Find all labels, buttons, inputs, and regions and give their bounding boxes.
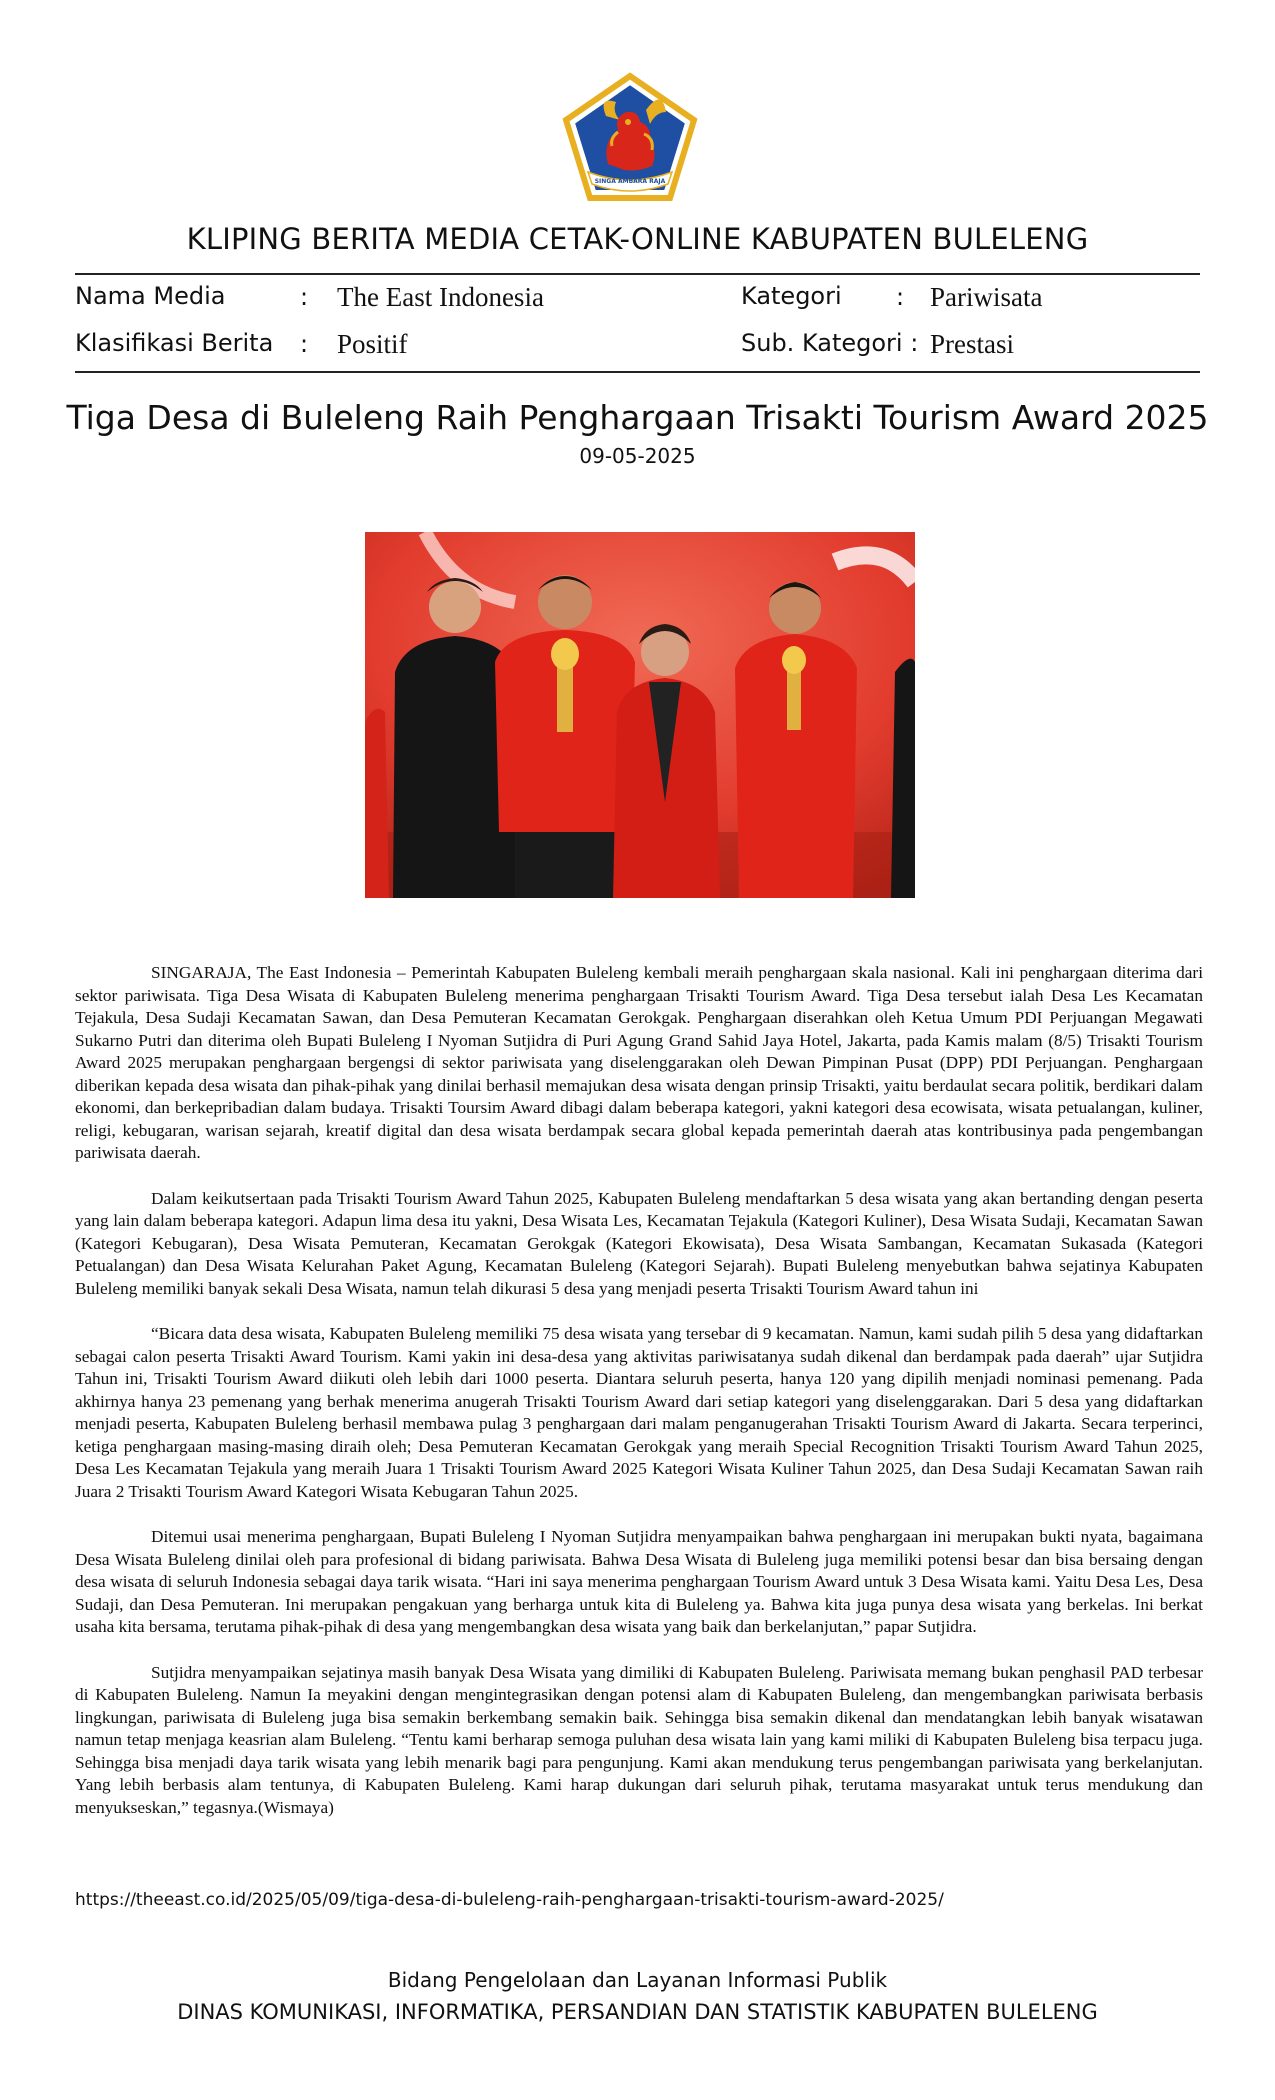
logo-motto: SINGA AMBARA RAJA bbox=[594, 178, 666, 185]
classification-value: Positif bbox=[337, 329, 408, 359]
category-colon: : bbox=[896, 283, 905, 311]
article-paragraph-3: “Bicara data desa wisata, Kabupaten Buleleng memiliki 75 desa wisata yang tersebar di 9 kecamatan. Namun, kami sudah pilih 5 desa yang didaftarkan sebagai calon peserta Trisakti Award Tourism. Kami yakin ini desa-desa yang aktivitas pariwisatanya sudah dikenal dan berdampak pada daerah” ujar Sutjidra Tahun ini, Trisakti Tourism Award diikuti oleh lebih dari 1000 peserta. Diantara seluruh peserta, hanya 120 yang dipilih menjadi nominasi pemenang. Pada akhirnya hanya 23 pemenang yang berhak menerima anugerah Trisakti Tourism Award dari setiap kategori yang diselenggarakan. Dari 5 desa yang didaftarkan menjadi peserta, Kabupaten Buleleng berhasil membawa pulag 3 penghargaan dari malam penganugerahan Trisakti Tourism Award di Jakarta. Secara terperinci, ketiga penghargaan masing-masing diraih oleh; Desa Pemuteran Kecamatan Gerokgak yang meraih Special Recognition Trisakti Tourism Award Tahun 2025, Desa Les Kecamatan Tejakula yang meraih Juara 1 Trisakti Tourism Award 2025 Kategori Wisata Kuliner Tahun 2025, dan Desa Sudaji Kecamatan Sawan raih Juara 2 Trisakti Tourism Award Kategori Wisata Kebugaran Tahun 2025. bbox=[75, 1324, 1203, 1501]
classification-label: Klasifikasi Berita bbox=[75, 329, 274, 357]
award-ceremony-photo bbox=[365, 532, 915, 898]
subcategory-value: Prestasi bbox=[930, 329, 1014, 359]
classification-colon: : bbox=[300, 330, 309, 358]
article-paragraph-5: Sutjidra menyampaikan sejatinya masih banyak Desa Wisata yang dimiliki di Kabupaten Buleleng. Pariwisata memang bukan penghasil PAD terbesar di Kabupaten Buleleng. Namun Ia meyakini dengan mengintegrasikan dengan potensi alam di Kabupaten Buleleng, dan mengembangkan pariwisata berbasis lingkungan, pariwisata di Buleleng juga bisa semakin berkembang semakin baik. Sehingga bisa semakin dikenal dan mendatangkan lebih banyak wisatawan namun tetap menjaga keasrian alam Buleleng. “Tentu kami berharap semoga puluhan desa wisata lain yang kami miliki di Kabupaten Buleleng bisa terpacu juga. Sehingga bisa menjadi daya tarik wisata yang lebih menarik bagi para pengunjung. Kami akan mendukung terus pengembangan pariwisata yang berkelanjutan. Yang lebih berbasis alam tentunya, di Kabupaten Buleleng. Kami harap dukungan dari seluruh pihak, terutama masyarakat untuk terus mendukung dan menyukseskan,” tegasnya.(Wismaya) bbox=[75, 1662, 1203, 1817]
article-paragraph-2: Dalam keikutsertaan pada Trisakti Tourism Award Tahun 2025, Kabupaten Buleleng mendaftarkan 5 desa wisata yang akan bertanding dengan peserta yang lain dalam beberapa kategori. Adapun lima desa itu yakni, Desa Wisata Les, Kecamatan Tejakula (Kategori Kuliner), Desa Wisata Sudaji, Kecamatan Sawan (Kategori Kebugaran), Desa Wisata Pemuteran, Kecamatan Gerokgak (Kategori Ekowisata), Desa Wisata Sambangan, Kecamatan Sukasada (Kategori Petualangan) dan Desa Wisata Kelurahan Paket Agung, Kecamatan Buleleng (Kategori Sejarah). Bupati Buleleng menyebutkan bahwa sejatinya Kabupaten Buleleng memiliki banyak sekali Desa Wisata, namun telah dikurasi 5 desa yang menjadi peserta Trisakti Tourism Award tahun ini bbox=[75, 1188, 1203, 1298]
regency-logo bbox=[562, 72, 698, 202]
article-body bbox=[75, 962, 1203, 1842]
article-date: 09-05-2025 bbox=[579, 444, 696, 468]
article-paragraph-4: Ditemui usai menerima penghargaan, Bupati Buleleng I Nyoman Sutjidra menyampaikan bahwa penghargaan ini merupakan bukti nyata, bagaimana Desa Wisata Buleleng dinilai oleh para profesional di bidang pariwisata. Bahwa Desa Wisata di Buleleng juga memiliki potensi besar dan bisa bersaing dengan desa wisata di seluruh Indonesia sebagai daya tarik wisata. “Hari ini saya menerima penghargaan Tourism Award untuk 3 Desa Wisata kami. Yaitu Desa Les, Desa Sudaji, dan Desa Pemuteran. Ini merupakan pengakuan yang berharga untuk kita di Buleleng ya. Bahwa kita juga punya desa wisata yang berkelas. Ini berkat usaha kita bersama, terutama pihak-pihak di desa yang mengembangkan desa wisata yang baik dan berkelanjutan,” papar Sutjidra. bbox=[75, 1527, 1203, 1636]
subcategory-label: Sub. Kategori : bbox=[741, 329, 919, 357]
media-name-label: Nama Media bbox=[75, 282, 226, 310]
media-name-value: The East Indonesia bbox=[337, 282, 544, 312]
article-paragraph-1: SINGARAJA, The East Indonesia – Pemerintah Kabupaten Buleleng kembali meraih penghargaan skala nasional. Kali ini penghargaan diterima dari sektor pariwisata. Tiga Desa Wisata di Kabupaten Buleleng menerima penghargaan Trisakti Tourism Award. Tiga Desa tersebut ialah Desa Les Kecamatan Tejakula, Desa Sudaji Kecamatan Sawan, dan Desa Pemuteran Kecamatan Gerokgak. Penghargaan diserahkan oleh Ketua Umum PDI Perjuangan Megawati Sukarno Putri dan diterima oleh Bupati Buleleng I Nyoman Sutjidra di Puri Agung Grand Sahid Jaya Hotel, Jakarta, pada Kamis malam (8/5) Trisakti Tourism Award 2025 merupakan penghargaan bergengsi di sektor pariwisata yang diselenggarakan oleh Dewan Pimpinan Pusat (DPP) PDI Perjuangan. Penghargaan diberikan kepada desa wisata dan pihak-pihak yang dinilai berhasil memajukan desa wisata dengan prinsip Trisakti, yaitu berdaulat secara politik, berdikari dalam ekonomi, dan berkepribadian dalam budaya. Trisakti Toursim Award dibagi dalam beberapa kategori, yakni kategori desa ecowisata, wisata petualangan, kuliner, religi, kebugaran, warisan sejarah, kreatif digital dan desa wisata berdampak secara global kepada pemerintah daerah atas kontribusinya pada pengembangan pariwisata daerah. bbox=[75, 963, 1203, 1162]
award-photo-illustration bbox=[365, 532, 915, 898]
footer-division: Bidang Pengelolaan dan Layanan Informasi Publik bbox=[387, 1968, 888, 1992]
source-link[interactable]: https://theeast.co.id/2025/05/09/tiga-desa-di-buleleng-raih-penghargaan-trisakti-tourism-award-2025/ bbox=[75, 1890, 944, 1910]
top-divider bbox=[75, 273, 1200, 275]
footer-agency: DINAS KOMUNIKASI, INFORMATIKA, PERSANDIAN DAN STATISTIK KABUPATEN BULELENG bbox=[177, 2000, 1098, 2024]
clipping-title: KLIPING BERITA MEDIA CETAK-ONLINE KABUPATEN BULELENG bbox=[186, 222, 1089, 256]
singa-ambara-raja-emblem-icon bbox=[562, 72, 698, 202]
category-value: Pariwisata bbox=[930, 282, 1043, 312]
media-name-colon: : bbox=[300, 283, 309, 311]
meta-divider bbox=[75, 371, 1200, 373]
article-headline: Tiga Desa di Buleleng Raih Penghargaan Trisakti Tourism Award 2025 bbox=[66, 398, 1209, 437]
category-label: Kategori bbox=[741, 282, 842, 310]
